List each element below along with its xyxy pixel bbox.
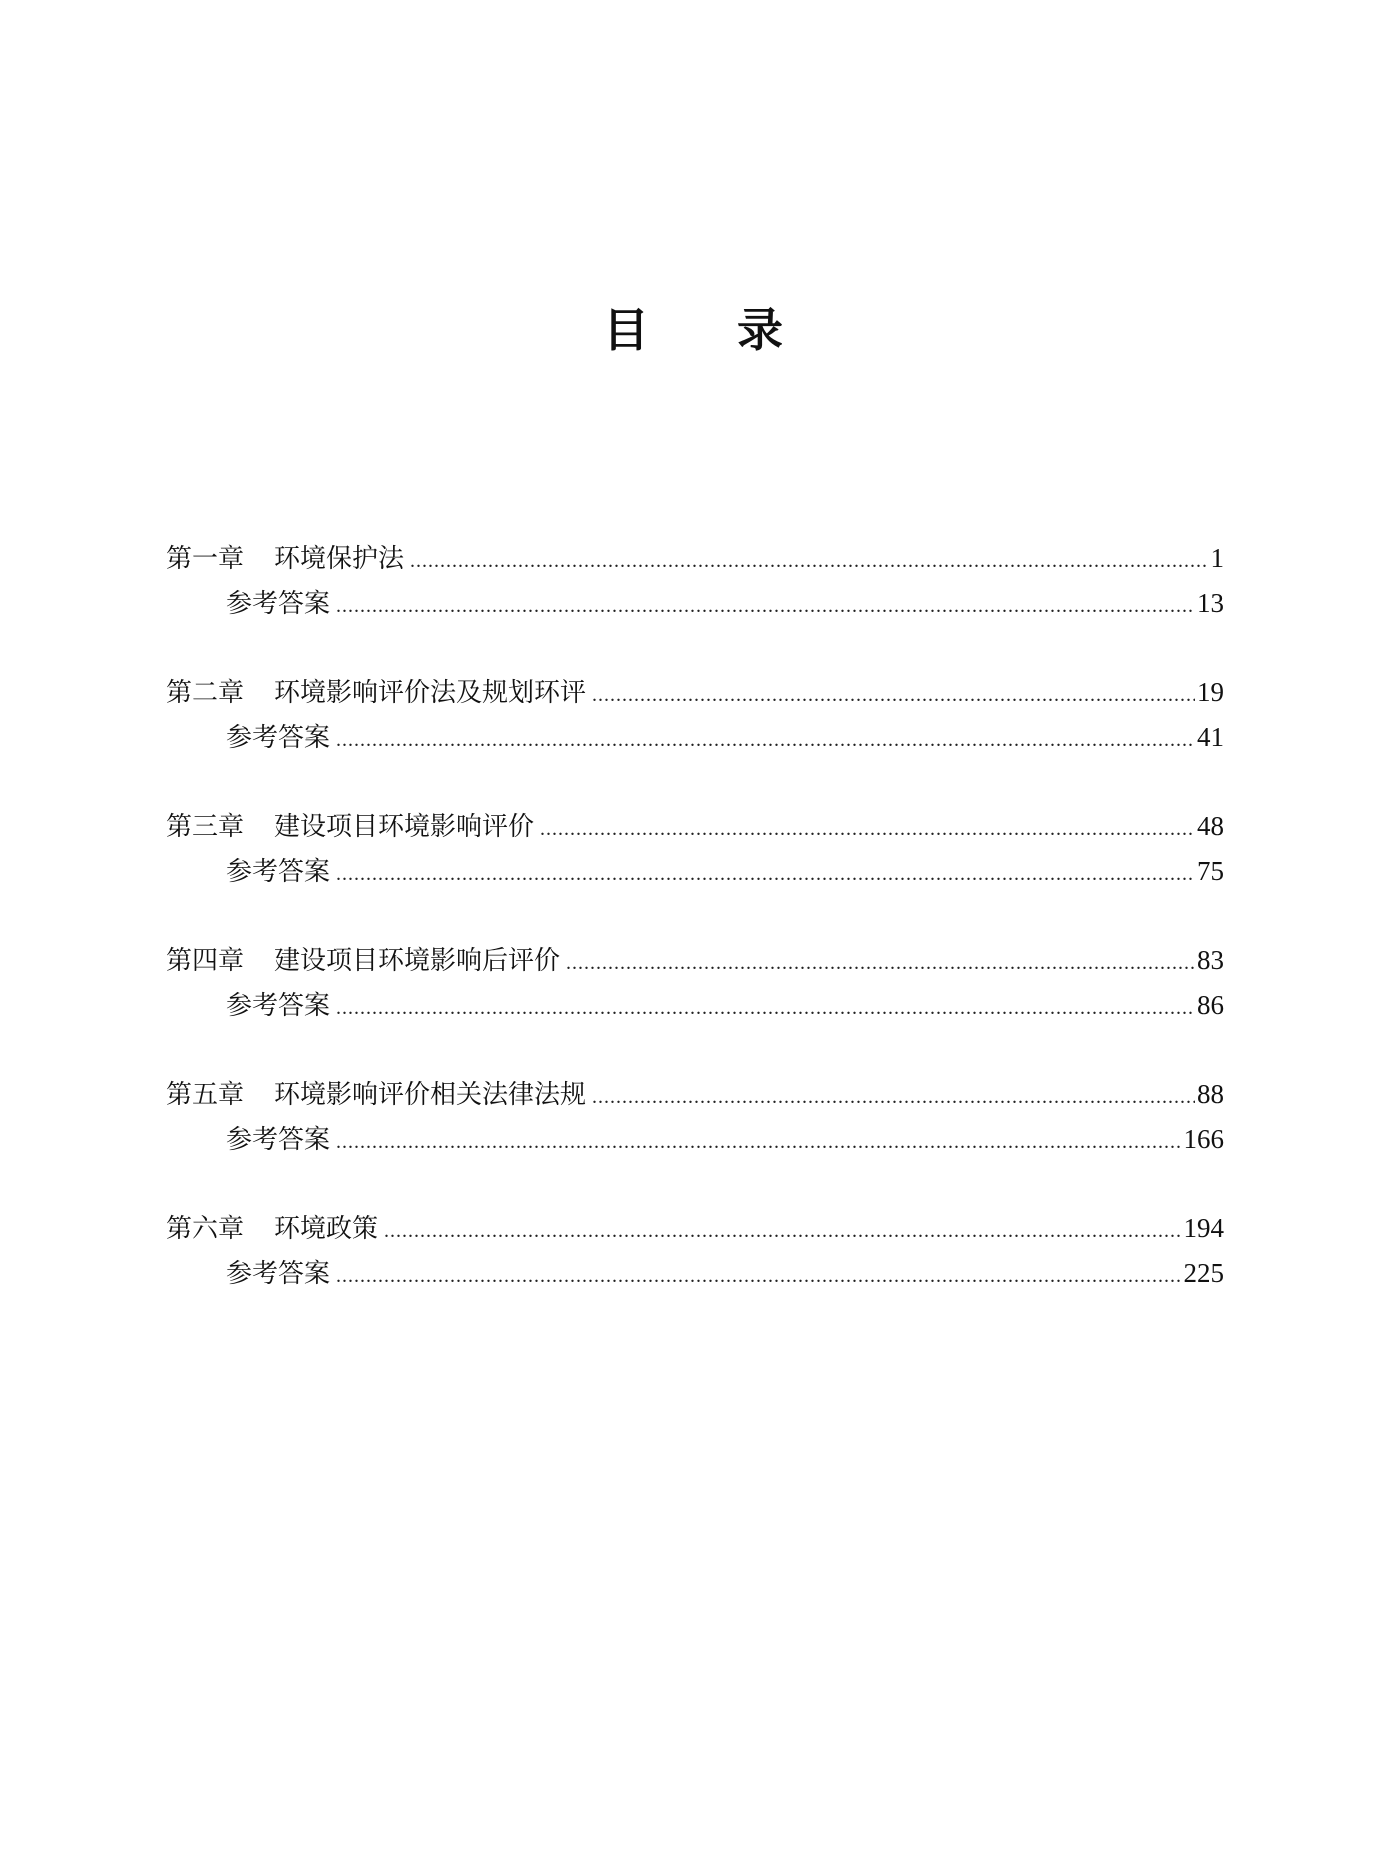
- table-of-contents: [166, 536, 1224, 1340]
- toc-chapter-entry[interactable]: [166, 1072, 1224, 1117]
- toc-answer-entry[interactable]: [166, 1117, 1224, 1162]
- chapter-number: 第四章: [166, 946, 245, 976]
- toc-chapter-entry[interactable]: [166, 1206, 1224, 1251]
- dot-leader: [336, 584, 1195, 629]
- chapter-number: 第三章: [166, 812, 245, 842]
- toc-group-chapter-2: [166, 670, 1224, 760]
- page-number: 88: [1197, 1079, 1224, 1109]
- dot-leader: [336, 718, 1195, 763]
- answer-label: 参考答案: [226, 589, 331, 619]
- toc-answer-entry[interactable]: [166, 1251, 1224, 1296]
- dot-leader: [410, 539, 1208, 584]
- toc-answer-entry[interactable]: [166, 715, 1224, 760]
- answer-label: 参考答案: [226, 1125, 331, 1155]
- chapter-title: 建设项目环境影响评价: [274, 812, 535, 842]
- toc-chapter-entry[interactable]: [166, 938, 1224, 983]
- page-number: 1: [1210, 543, 1224, 573]
- toc-answer-entry[interactable]: [166, 849, 1224, 894]
- page-number: 48: [1197, 811, 1224, 841]
- chapter-number: 第一章: [166, 544, 245, 574]
- dot-leader: [592, 1075, 1195, 1120]
- dot-leader: [384, 1209, 1181, 1254]
- chapter-title: 环境影响评价法及规划环评: [274, 678, 587, 708]
- page-number: 86: [1197, 990, 1224, 1020]
- page-number: 225: [1183, 1258, 1224, 1288]
- dot-leader: [336, 1254, 1181, 1299]
- chapter-number: 第二章: [166, 678, 245, 708]
- page-number: 83: [1197, 945, 1224, 975]
- toc-chapter-entry[interactable]: [166, 536, 1224, 581]
- chapter-title: 环境政策: [274, 1214, 379, 1244]
- chapter-title: 建设项目环境影响后评价: [274, 946, 561, 976]
- chapter-number: 第五章: [166, 1080, 245, 1110]
- page-number: 75: [1197, 856, 1224, 886]
- dot-leader: [336, 852, 1195, 897]
- toc-group-chapter-5: [166, 1072, 1224, 1162]
- dot-leader: [336, 986, 1195, 1031]
- page-number: 194: [1183, 1213, 1224, 1243]
- chapter-title: 环境影响评价相关法律法规: [274, 1080, 587, 1110]
- toc-answer-entry[interactable]: [166, 983, 1224, 1028]
- page-number: 166: [1183, 1124, 1224, 1154]
- dot-leader: [592, 673, 1195, 718]
- toc-group-chapter-3: [166, 804, 1224, 894]
- dot-leader: [566, 941, 1195, 986]
- answer-label: 参考答案: [226, 991, 331, 1021]
- answer-label: 参考答案: [226, 1259, 331, 1289]
- answer-label: 参考答案: [226, 723, 331, 753]
- toc-group-chapter-4: [166, 938, 1224, 1028]
- answer-label: 参考答案: [226, 857, 331, 887]
- chapter-number: 第六章: [166, 1214, 245, 1244]
- dot-leader: [336, 1120, 1181, 1165]
- toc-group-chapter-1: [166, 536, 1224, 626]
- page-number: 13: [1197, 588, 1224, 618]
- toc-chapter-entry[interactable]: [166, 804, 1224, 849]
- dot-leader: [540, 807, 1195, 852]
- page-number: 41: [1197, 722, 1224, 752]
- toc-group-chapter-6: [166, 1206, 1224, 1296]
- page-number: 19: [1197, 677, 1224, 707]
- toc-answer-entry[interactable]: [166, 581, 1224, 626]
- page-title: 目 录: [602, 303, 819, 357]
- chapter-title: 环境保护法: [274, 544, 405, 574]
- toc-chapter-entry[interactable]: [166, 670, 1224, 715]
